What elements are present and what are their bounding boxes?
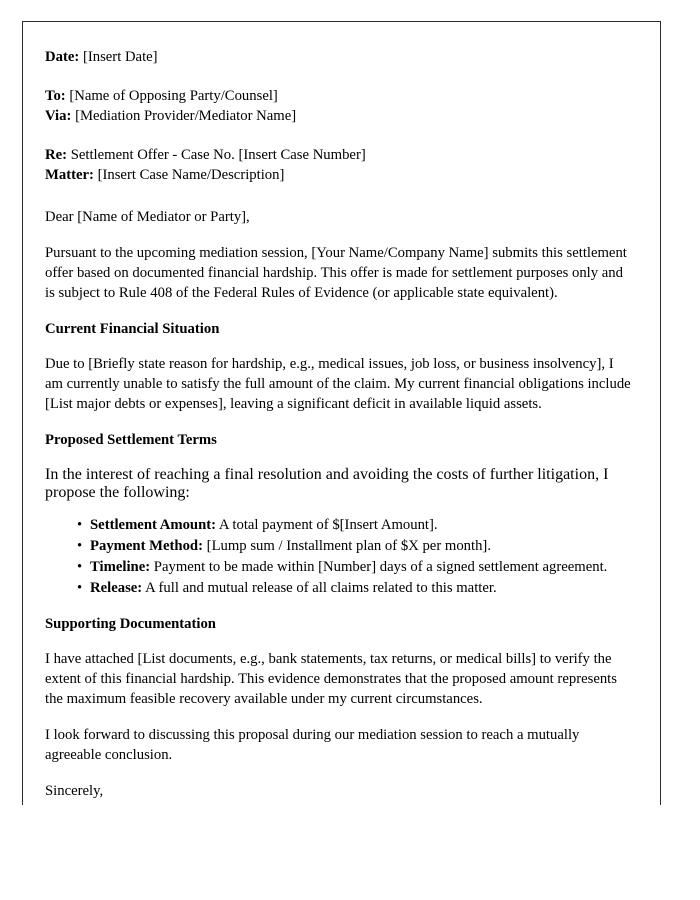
- proposed-terms-list: [45, 516, 635, 599]
- term-text: A full and mutual release of all claims related to this matter.: [142, 579, 497, 596]
- date-label: Date:: [45, 49, 80, 65]
- term-label: Release:: [90, 579, 143, 596]
- bullet-icon: •: [77, 558, 83, 575]
- matter-label: Matter:: [45, 166, 94, 183]
- subject-block: [45, 146, 635, 186]
- term-label: Payment Method:: [90, 537, 203, 554]
- list-item: [77, 516, 635, 536]
- section-heading-proposed-settlement-terms: Proposed Settlement Terms: [45, 431, 217, 448]
- document-body: [45, 48, 635, 802]
- to-label: To:: [45, 87, 66, 104]
- signoff-line: Sincerely,: [45, 782, 104, 799]
- to-line: [45, 87, 635, 107]
- section-body-proposed-settlement-terms: In the interest of reaching a final resolution and avoiding the costs of further litigation, I propose the following:: [45, 465, 609, 501]
- date-value: [Insert Date]: [82, 49, 158, 65]
- list-item: [77, 558, 635, 578]
- bullet-icon: •: [77, 537, 83, 554]
- re-label: Re:: [45, 146, 68, 163]
- recipient-block: [45, 87, 635, 127]
- bullet-icon: •: [77, 579, 83, 596]
- section-body-current-financial-situation: Due to [Briefly state reason for hardship, e.g., medical issues, job loss, or business insolvency], I am currently unable to satisfy the full amount of the claim. My current financial obligations include [List major debts or expenses], leaving a significant deficit in available liquid assets.: [45, 355, 631, 412]
- salutation: Dear [Name of Mediator or Party],: [45, 208, 250, 225]
- intro-paragraph: Pursuant to the upcoming mediation session, [Your Name/Company Name] submits this settlement offer based on documented financial hardship. This offer is made for settlement purposes only and is subject to Rule 408 of the Federal Rules of Evidence (or applicable state equivalent).: [45, 244, 627, 301]
- matter-line: [45, 166, 635, 186]
- via-line: [45, 107, 635, 127]
- re-line: [45, 146, 635, 166]
- list-item: [77, 579, 635, 599]
- term-text: [Lump sum / Installment plan of $X per month].: [203, 537, 491, 554]
- matter-value: [Insert Case Name/Description]: [97, 166, 285, 183]
- section-heading-supporting-documentation: Supporting Documentation: [45, 615, 216, 632]
- term-label: Settlement Amount:: [90, 516, 217, 533]
- list-item: [77, 537, 635, 557]
- bullet-icon: •: [77, 516, 83, 533]
- re-value: Settlement Offer - Case No. [Insert Case Number]: [70, 146, 366, 163]
- via-label: Via:: [45, 107, 72, 124]
- term-label: Timeline:: [90, 558, 151, 575]
- section-body-supporting-documentation: I have attached [List documents, e.g., bank statements, tax returns, or medical bills] to verify the extent of this financial hardship. This evidence demonstrates that the proposed amount represents the maximum feasible recovery available under my current circumstances.: [45, 650, 617, 707]
- term-text: A total payment of $[Insert Amount].: [216, 516, 438, 533]
- via-value: [Mediation Provider/Mediator Name]: [75, 107, 297, 124]
- date-line: [45, 48, 635, 68]
- term-text: Payment to be made within [Number] days of a signed settlement agreement.: [150, 558, 608, 575]
- to-value: [Name of Opposing Party/Counsel]: [69, 87, 278, 104]
- section-heading-current-financial-situation: Current Financial Situation: [45, 320, 220, 337]
- closing-paragraph: I look forward to discussing this proposal during our mediation session to reach a mutually agreeable conclusion.: [45, 726, 580, 763]
- document-page: [22, 21, 661, 805]
